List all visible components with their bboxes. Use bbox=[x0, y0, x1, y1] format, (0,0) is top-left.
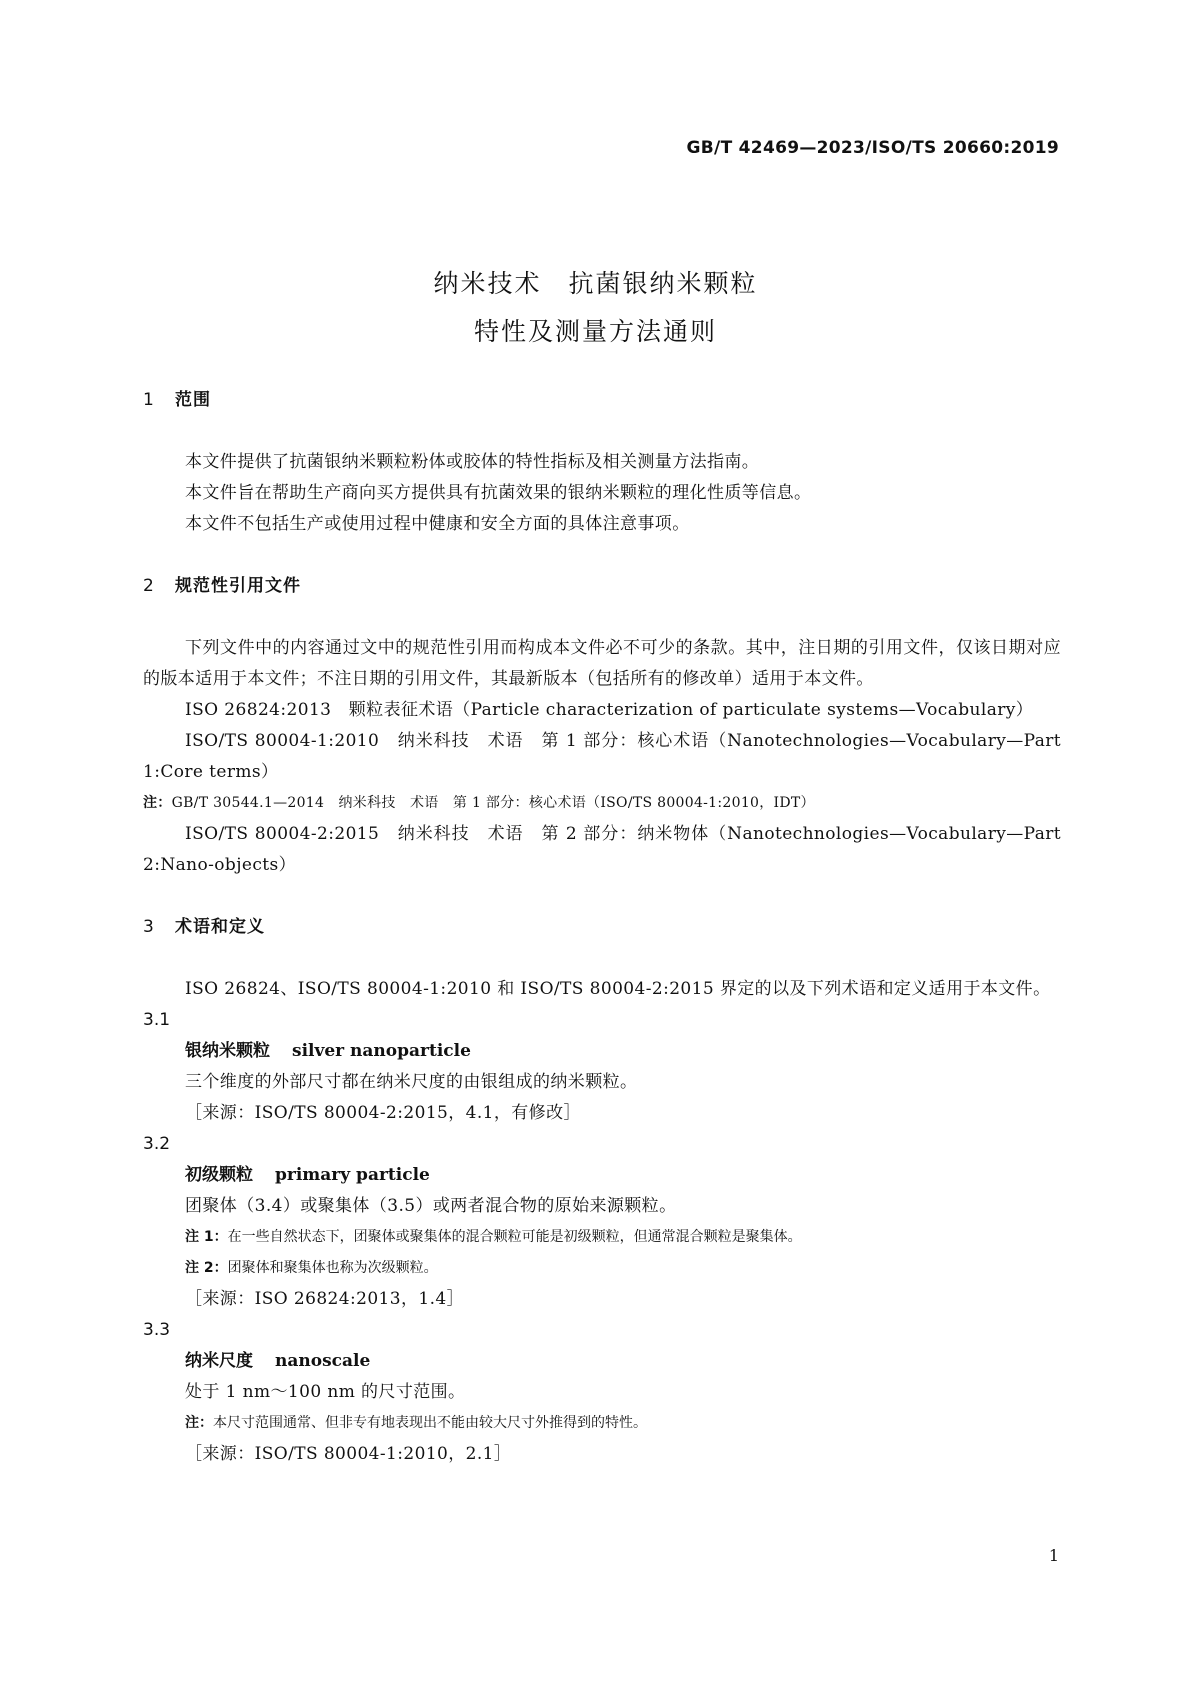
note-text: 团聚体和聚集体也称为次级颗粒。 bbox=[227, 1260, 438, 1276]
term-source: ［来源：ISO/TS 80004-1:2010，2.1］ bbox=[185, 1444, 512, 1464]
section-3-number: 3 bbox=[143, 917, 155, 937]
term-name-en: silver nanoparticle bbox=[292, 1041, 471, 1061]
reference-note bbox=[143, 788, 1061, 819]
section-2-title: 规范性引用文件 bbox=[175, 576, 301, 596]
term-number: 3.1 bbox=[143, 1010, 171, 1030]
term-name-en: nanoscale bbox=[275, 1351, 371, 1371]
section-1-heading bbox=[143, 385, 1061, 416]
reference-item: ISO/TS 80004-1:2010 纳米科技 术语 第 1 部分：核心术语（Nanotechnologies—Vocabulary—Part 1:Core terms） bbox=[143, 731, 1061, 782]
normative-references-intro: 下列文件中的内容通过文中的规范性引用而构成本文件必不可少的条款。其中，注日期的引用文件，仅该日期对应的版本适用于本文件；不注日期的引用文件，其最新版本（包括所有的修改单）适用于本文件。 bbox=[143, 638, 1061, 689]
term-name bbox=[143, 1036, 1061, 1067]
term-definition: 团聚体（3.4）或聚集体（3.5）或两者混合物的原始来源颗粒。 bbox=[185, 1196, 677, 1216]
note-label: 注 1： bbox=[185, 1229, 228, 1245]
section-2-number: 2 bbox=[143, 576, 155, 596]
term-name-en: primary particle bbox=[275, 1165, 430, 1185]
section-1-title: 范围 bbox=[175, 390, 211, 410]
term-name-zh: 银纳米颗粒 bbox=[185, 1041, 270, 1061]
section-3-heading bbox=[143, 912, 1061, 943]
standard-code: GB/T 42469—2023/ISO/TS 20660:2019 bbox=[686, 138, 1059, 158]
term-name-zh: 初级颗粒 bbox=[185, 1165, 253, 1185]
scope-paragraph: 本文件不包括生产或使用过程中健康和安全方面的具体注意事项。 bbox=[185, 514, 690, 534]
scope-paragraph: 本文件旨在帮助生产商向买方提供具有抗菌效果的银纳米颗粒的理化性质等信息。 bbox=[185, 483, 812, 503]
note-text: 本尺寸范围通常、但非专有地表现出不能由较大尺寸外推得到的特性。 bbox=[213, 1415, 647, 1431]
term-number: 3.3 bbox=[143, 1320, 171, 1340]
document-body bbox=[143, 385, 1061, 1470]
term-source: ［来源：ISO 26824:2013，1.4］ bbox=[185, 1289, 465, 1309]
term-definition: 三个维度的外部尺寸都在纳米尺度的由银组成的纳米颗粒。 bbox=[185, 1072, 638, 1092]
term-name bbox=[143, 1160, 1061, 1191]
scope-paragraph: 本文件提供了抗菌银纳米颗粒粉体或胶体的特性指标及相关测量方法指南。 bbox=[185, 452, 760, 472]
term-source: ［来源：ISO/TS 80004-2:2015，4.1，有修改］ bbox=[185, 1103, 581, 1123]
note-label: 注： bbox=[185, 1415, 213, 1431]
page-number: 1 bbox=[1048, 1546, 1059, 1565]
section-1-number: 1 bbox=[143, 390, 155, 410]
term-note bbox=[143, 1253, 1061, 1284]
document-title bbox=[0, 260, 1191, 356]
term-name bbox=[143, 1346, 1061, 1377]
term-number: 3.2 bbox=[143, 1134, 171, 1154]
note-label: 注 2： bbox=[185, 1260, 228, 1276]
reference-item: ISO 26824:2013 颗粒表征术语（Particle characterization of particulate systems—Vocabulary） bbox=[185, 700, 1034, 720]
title-line-2: 特性及测量方法通则 bbox=[473, 316, 717, 346]
note-text: GB/T 30544.1—2014 纳米科技 术语 第 1 部分：核心术语（ISO/TS 80004-1:2010，IDT） bbox=[171, 795, 815, 811]
reference-item: ISO/TS 80004-2:2015 纳米科技 术语 第 2 部分：纳米物体（Nanotechnologies—Vocabulary—Part 2:Nano-objects） bbox=[143, 824, 1061, 875]
term-definition: 处于 1 nm～100 nm 的尺寸范围。 bbox=[185, 1382, 466, 1402]
term-note bbox=[143, 1408, 1061, 1439]
terms-intro: ISO 26824、ISO/TS 80004-1:2010 和 ISO/TS 80004-2:2015 界定的以及下列术语和定义适用于本文件。 bbox=[185, 979, 1051, 999]
section-2-heading bbox=[143, 571, 1061, 602]
term-note bbox=[143, 1222, 1061, 1253]
note-label: 注： bbox=[143, 795, 172, 811]
note-text: 在一些自然状态下，团聚体或聚集体的混合颗粒可能是初级颗粒，但通常混合颗粒是聚集体。 bbox=[227, 1229, 802, 1245]
section-3-title: 术语和定义 bbox=[175, 917, 265, 937]
term-name-zh: 纳米尺度 bbox=[185, 1351, 253, 1371]
title-line-1: 纳米技术 抗菌银纳米颗粒 bbox=[433, 268, 758, 298]
